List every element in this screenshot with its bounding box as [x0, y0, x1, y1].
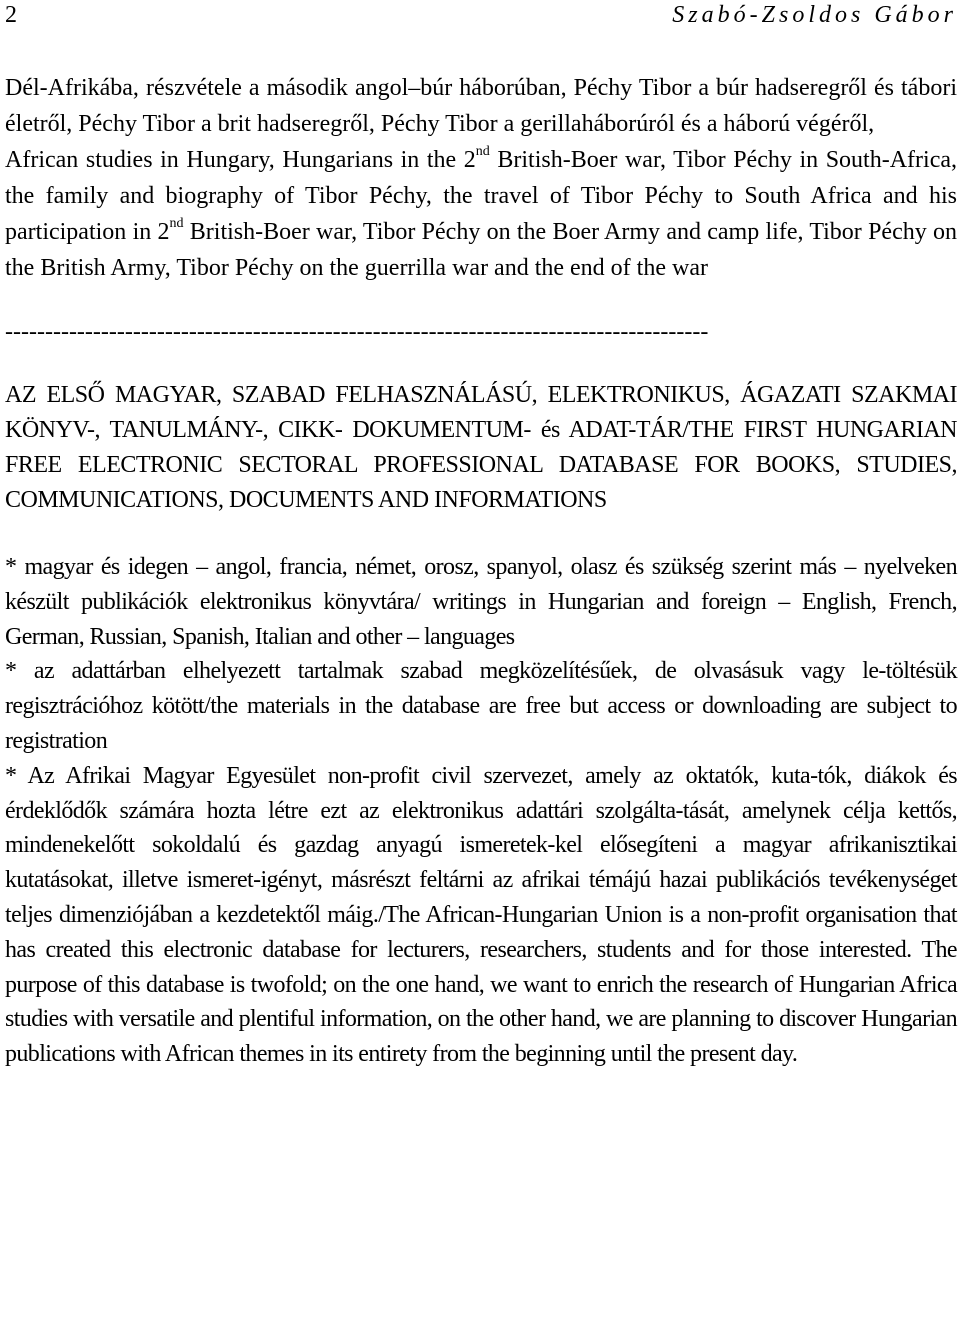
- keywords-english-part-2: British-Boer war, Tibor Péchy in South-Africa, the family and biography of Tibor Péchy, the travel of Tibor Péchy to South Africa and his participation in 2: [5, 147, 957, 245]
- running-head-author: Szabó-Zsoldos Gábor: [672, 2, 957, 28]
- keywords-english-part-3: British-Boer war, Tibor Péchy on the Boer Army and camp life, Tibor Péchy on the British Army, Tibor Péchy on the guerrilla war and the end of the war: [5, 219, 957, 281]
- keywords-hungarian: Dél-Afrikába, részvétele a második angol–búr háborúban, Péchy Tibor a búr hadseregről és tábori életről, Péchy Tibor a brit hadseregről, Péchy Tibor a gerillaháborúról és a háború végéről,: [5, 75, 957, 137]
- keywords-block: [5, 70, 957, 286]
- page-number: 2: [5, 2, 17, 28]
- note-union-description: * Az Afrikai Magyar Egyesület non-profit civil szervezet, amely az oktatók, kuta-tók, diákok és érdeklődők számára hozta létre ezt az elektronikus adattári szolgálta-tását, amelynek célja kettős, mindenekelőtt sokoldalú és gazdag anyagú ismeretek-kel elősegíteni a magyar afrikanisztikai kutatásokat, illetve ismeret-igényt, másrészt feltárni az afrikai témájú hazai publikációs tevékenységet teljes dimenziójában a kezdetektől máig./The African-Hungarian Union is a non-profit organisation that has created this electronic database for lecturers, researchers, students and for those interested. The purpose of this database is twofold; on the one hand, we want to enrich the research of Hungarian Africa studies with versatile and plentiful information, on the other hand, we are planning to discover Hungarian publications with African themes in its entirety from the beginning until the present day.: [5, 762, 957, 1068]
- page-header: [5, 0, 957, 30]
- document-page: [5, 0, 957, 1072]
- ordinal-suffix: nd: [169, 216, 184, 231]
- database-notes: [5, 550, 957, 1072]
- keywords-english-part-1: African studies in Hungary, Hungarians in the 2: [5, 147, 476, 173]
- note-registration: * az adattárban elhelyezett tartalmak szabad megközelítésűek, de olvasásuk vagy le-töltésük regisztrációhoz kötött/the materials in the database are free but access or downloading are subject to registration: [5, 658, 957, 754]
- note-languages: * magyar és idegen – angol, francia, német, orosz, spanyol, olasz és szükség szerint más – nyelveken készült publikációk elektronikus könyvtára/ writings in Hungarian and foreign – English, French, German, Russian, Spanish, Italian and other – languages: [5, 554, 957, 650]
- ordinal-suffix: nd: [475, 144, 490, 159]
- keywords-english: [5, 142, 957, 286]
- database-title: AZ ELSŐ MAGYAR, SZABAD FELHASZNÁLÁSÚ, ELEKTRONIKUS, ÁGAZATI SZAKMAI KÖNYV-, TANULMÁNY-, CIKK- DOKUMENTUM- és ADAT-TÁR/THE FIRST HUNGARIAN FREE ELECTRONIC SECTORAL PROFESSIONAL DATABASE FOR BOOKS, STUDIES, COMMUNICATIONS, DOCUMENTS AND INFORMATIONS: [5, 382, 957, 513]
- dashed-separator: ----------------------------------------------------------------------------------------: [5, 319, 709, 345]
